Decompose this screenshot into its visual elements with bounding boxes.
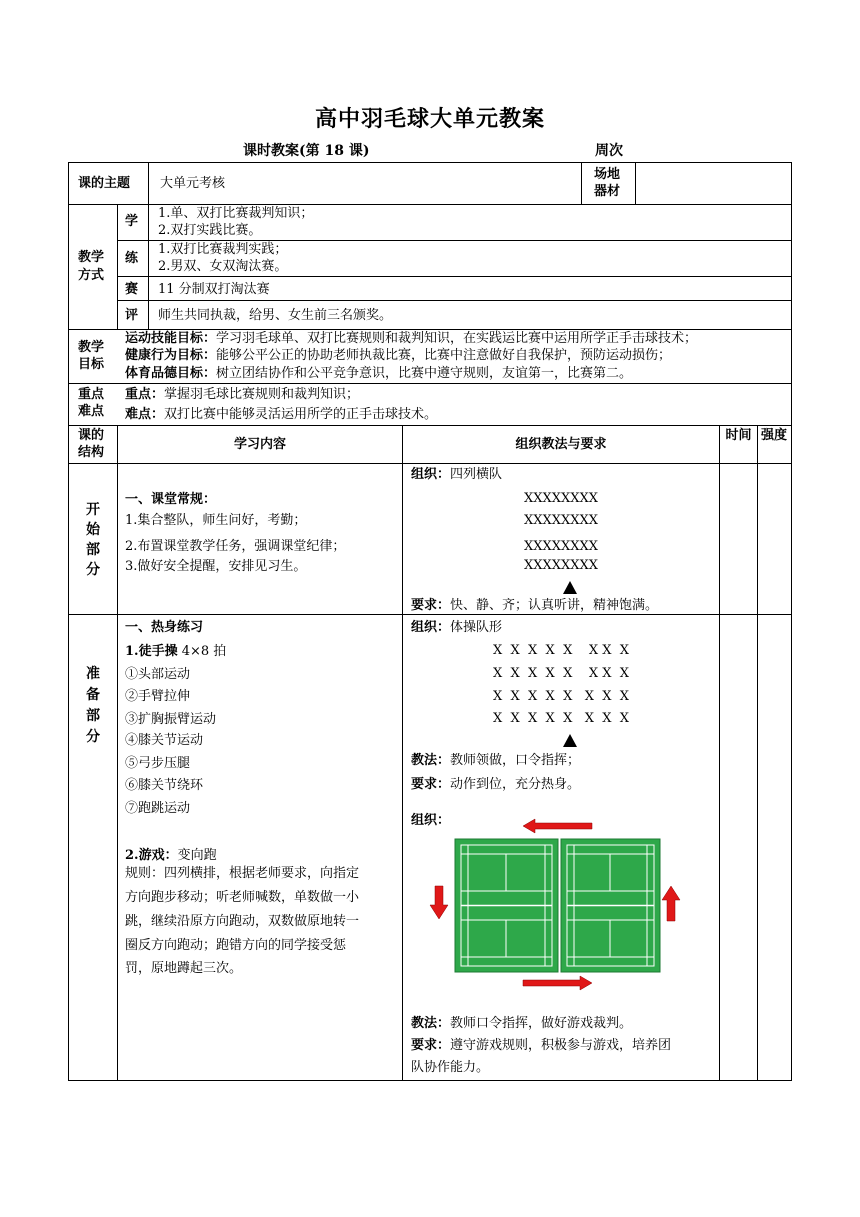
arrow-left-icon (523, 819, 592, 833)
drill-count: 4×8 拍 (181, 644, 227, 659)
prep-req2-line: 遵守游戏规则，积极参与游戏，培养团 (450, 1038, 672, 1053)
prep-method-label: 教法： (411, 753, 451, 768)
goal-item (125, 330, 697, 347)
teacher-triangle-icon (562, 733, 578, 748)
drill-item: ③扩胸振臂运动 (125, 712, 217, 727)
header-structure: 课的结构 (78, 428, 105, 460)
formation-row: X X X X X X X X (492, 689, 630, 704)
header-org: 组织教法与要求 (515, 437, 607, 452)
drill-item: ⑦跑跳运动 (125, 801, 191, 816)
prep-org2-label: 组织： (411, 813, 451, 828)
drill-item: ②手臂拉伸 (125, 689, 191, 704)
start-org-label: 组织： (411, 467, 451, 482)
formation-row: XXXXXXXX (523, 558, 599, 573)
prep-req-label: 要求： (411, 777, 451, 792)
theme-label: 课的主题 (78, 176, 131, 191)
drill-item: ⑤弓步压腿 (125, 756, 191, 771)
key-points-label: 重点难点 (78, 387, 105, 419)
prep-heading: 一、热身练习 (125, 620, 204, 635)
method-evaluate-line-1: 师生共同执裁，给男、女生前三名颁奖。 (158, 308, 393, 323)
prep-org-text: 体操队形 (450, 620, 503, 635)
goal-head: 健康行为目标： (125, 348, 217, 363)
key-point-head: 重点： (125, 387, 165, 402)
prep-req-text: 动作到位，充分热身。 (450, 777, 581, 792)
key-point-item (125, 406, 437, 423)
goals-label: 教学目标 (78, 340, 105, 372)
start-req-label: 要求： (411, 598, 451, 613)
method-practice-line-2: 2.男双、女双淘汰赛。 (158, 259, 288, 274)
goal-text: 学习羽毛球单、双打比赛规则和裁判知识，在实践运比赛中运用所学正手击球技术； (216, 331, 698, 346)
drill-item: ⑥膝关节绕环 (125, 778, 204, 793)
key-point-text: 掌握羽毛球比赛规则和裁判知识； (164, 387, 360, 402)
arrow-up-icon (662, 886, 680, 921)
badminton-courts-diagram (428, 815, 690, 995)
start-org-text: 四列横队 (450, 467, 503, 482)
formation-row: XXXXXXXX (523, 491, 599, 506)
prep-req2-line: 队协作能力。 (411, 1060, 490, 1075)
prep-section-label: 准备部分 (86, 666, 100, 745)
prep-req2-label: 要求： (411, 1038, 451, 1053)
method-key-practice: 练 (125, 251, 139, 266)
formation-row: XXXXXXXX (523, 539, 599, 554)
start-req-text: 快、静、齐；认真听讲，精神饱满。 (450, 598, 659, 613)
game-rule-line: 罚，原地蹲起三次。 (125, 961, 243, 976)
goal-text: 树立团结协作和公平竞争意识，比赛中遵守规则，友谊第一，比赛第二。 (216, 366, 633, 381)
formation-row: X X X X X X X X (492, 666, 630, 681)
game-rule-line: 方向跑步移动；听老师喊数，单数做一小 (125, 890, 360, 905)
start-item: 1.集合整队，师生问好，考勤； (125, 513, 307, 528)
drill-item: ①头部运动 (125, 667, 191, 682)
arrow-right-icon (523, 976, 592, 990)
teacher-triangle-icon (562, 580, 578, 595)
lesson-number: 课时教案(第 18 课) (243, 143, 370, 159)
method-learn-line-1: 1.单、双打比赛裁判知识； (158, 206, 314, 221)
header-intensity: 强度 (760, 428, 787, 443)
method-key-evaluate: 评 (125, 308, 139, 323)
court-left (455, 839, 558, 972)
game-rule-line: 规则：四列横排，根据老师要求，向指定 (125, 866, 360, 881)
method-key-learn: 学 (125, 214, 139, 229)
formation-row: X X X X X X X X (492, 643, 630, 658)
page-title: 高中羽毛球大单元教案 (314, 106, 545, 132)
start-heading: 一、课堂常规： (125, 492, 217, 507)
week-label: 周次 (595, 143, 623, 159)
formation-row: X X X X X X X X (492, 711, 630, 726)
key-point-item (125, 386, 359, 403)
header-content: 学习内容 (233, 437, 286, 452)
game-title: 2.游戏： (125, 848, 178, 863)
game-name: 变向跑 (177, 848, 217, 863)
header-time: 时间 (725, 428, 752, 443)
court-right (561, 839, 660, 972)
start-item: 3.做好安全提醒，安排见习生。 (125, 559, 307, 574)
start-section-label: 开始部分 (86, 502, 100, 578)
goal-head: 体育品德目标： (125, 366, 217, 381)
drill-item: ④膝关节运动 (125, 733, 204, 748)
start-item: 2.布置课堂教学任务，强调课堂纪律； (125, 539, 346, 554)
goal-text: 能够公平公正的协助老师执裁比赛，比赛中注意做好自我保护，预防运动损伤； (216, 348, 672, 363)
game-rule-line: 跳，继续沿原方向跑动，双数做原地转一 (125, 914, 360, 929)
theme-value: 大单元考核 (160, 176, 226, 191)
goal-item (125, 347, 671, 364)
arrow-down-icon (430, 886, 448, 919)
formation-row: XXXXXXXX (523, 513, 599, 528)
prep-method2-label: 教法： (411, 1016, 451, 1031)
key-point-text: 双打比赛中能够灵活运用所学的正手击球技术。 (164, 407, 438, 422)
prep-method-text: 教师领做，口令指挥； (450, 753, 581, 768)
method-practice-line-1: 1.双打比赛裁判实践； (158, 242, 288, 257)
method-match-line-1: 11 分制双打淘汰赛 (158, 282, 270, 297)
method-learn-line-2: 2.双打实践比赛。 (158, 223, 262, 238)
method-key-match: 赛 (125, 282, 139, 297)
goal-item (125, 365, 632, 382)
teaching-method-label: 教学方式 (78, 250, 105, 283)
prep-method2-text: 教师口令指挥，做好游戏裁判。 (450, 1016, 633, 1031)
game-rule-line: 圈反方向跑动；跑错方向的同学接受惩 (125, 938, 347, 953)
goal-head: 运动技能目标： (125, 331, 217, 346)
drill-title: 1.徒手操 (125, 644, 178, 659)
prep-org-label: 组织： (411, 620, 451, 635)
venue-label: 场地器材 (594, 167, 621, 199)
key-point-head: 难点： (125, 407, 165, 422)
